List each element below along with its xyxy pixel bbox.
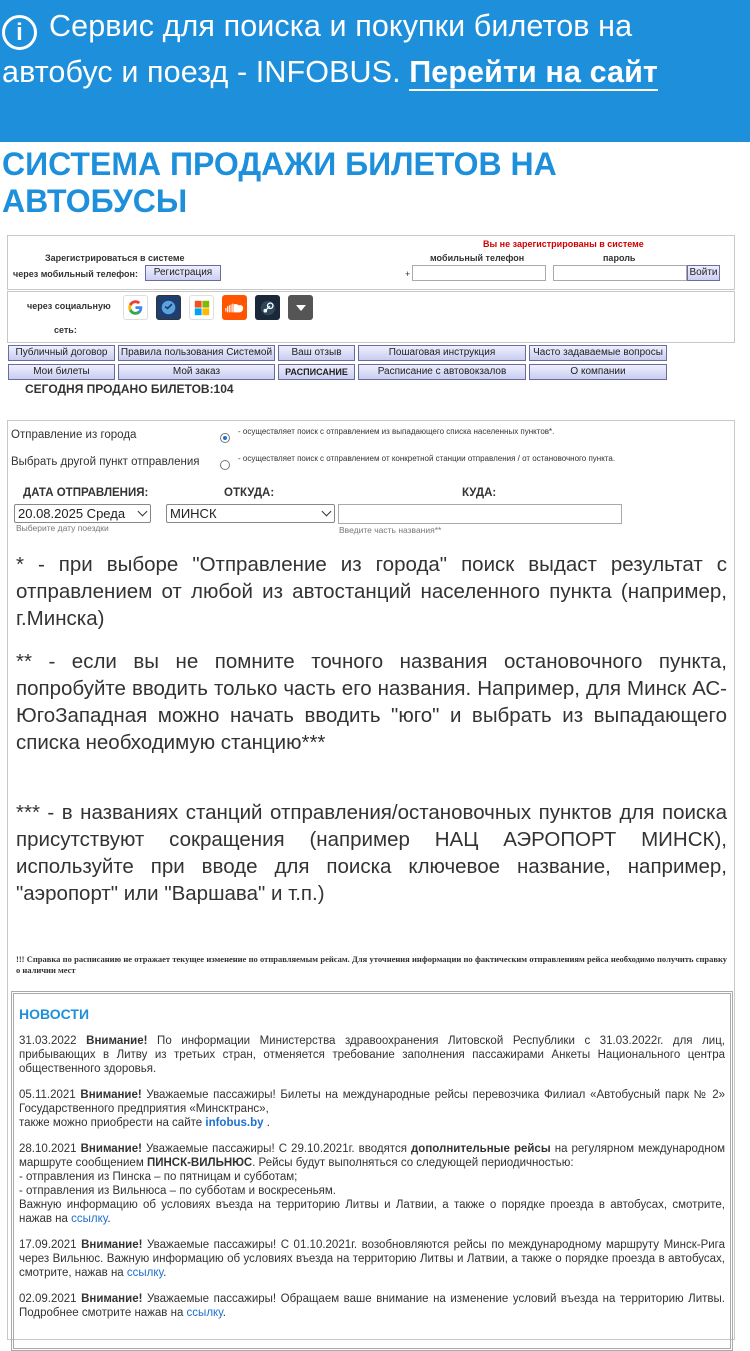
not-registered-notice: Вы не зарегистрированы в системе — [483, 239, 644, 249]
news-panel — [11, 991, 733, 1351]
option-from-city-radio[interactable] — [220, 433, 230, 443]
option-from-city-label: Отправление из города — [11, 429, 137, 441]
google-icon[interactable] — [123, 295, 148, 320]
from-select[interactable] — [166, 504, 335, 523]
via-phone-label: через мобильный телефон: — [13, 269, 138, 279]
phone-input[interactable] — [412, 265, 546, 281]
my-tickets-button[interactable]: Мои билеты — [8, 364, 115, 380]
microsoft-icon[interactable] — [189, 295, 214, 320]
to-hint: Введите часть названия** — [339, 525, 442, 535]
news-item: 31.03.2022 Внимание! По информации Министерства здравоохранения Литовской Республики с 31.03.2022г. для лиц, прибывающих в Литву из третьих стран, отменяется требование заполнения пассажирами Анкеты Национального центра общественного здоровья. — [19, 1035, 726, 1075]
from-select-value: МИНСК — [170, 506, 217, 521]
password-input[interactable] — [553, 265, 687, 281]
phone-prefix: + — [405, 269, 411, 279]
system-rules-button[interactable]: Правила пользования Системой — [118, 345, 275, 361]
via-social-label-1: через социальную — [27, 301, 111, 311]
schedule-disclaimer: !!! Справка по расписанию не отражает текущее изменение по отправляемым рейсам. Для уточнения информации по фактическим отправлениям рейса необходимо получить справку о наличии мест — [16, 954, 727, 975]
date-heading: ДАТА ОТПРАВЛЕНИЯ: — [23, 487, 149, 499]
news-link[interactable]: ссылку — [71, 1213, 108, 1225]
register-heading: Зарегистрироваться в системе — [45, 253, 185, 263]
sold-today-counter: СЕГОДНЯ ПРОДАНО БИЛЕТОВ:104 — [25, 382, 234, 396]
option-other-point-label: Выбрать другой пункт отправления — [11, 456, 200, 468]
note-1: * - при выборе "Отправление из города" поиск выдаст результат с отправлением от любой из автостанций населенного пункта (например, г.Минска) — [16, 553, 727, 630]
info-icon: i — [2, 15, 37, 50]
faq-button[interactable]: Часто задаваемые вопросы — [529, 345, 667, 361]
vk-icon[interactable] — [156, 295, 181, 320]
option-from-city-desc: - осуществляет поиск с отправлением из выпадающего списка населенных пунктов*. — [238, 427, 555, 436]
date-hint: Выберите дату поездки — [16, 523, 109, 533]
soundcloud-icon[interactable] — [222, 295, 247, 320]
chevron-down-icon — [138, 507, 148, 517]
news-item: 05.11.2021 Внимание! Уважаемые пассажиры! Билеты на международные рейсы перевозчика Филиал «Автобусный парк № 2» Государственного предприятия «Минсктранс», также можно приобрести на сайте infobus.by . — [19, 1089, 725, 1129]
to-input[interactable] — [338, 504, 622, 524]
info-banner — [0, 0, 750, 142]
news-link[interactable]: ссылку — [186, 1307, 223, 1319]
date-select[interactable] — [14, 504, 151, 523]
login-button[interactable]: Войти — [687, 265, 720, 281]
go-to-site-link[interactable]: Перейти на сайт — [409, 55, 658, 89]
date-select-value: 20.08.2025 Среда — [18, 506, 126, 521]
password-label: пароль — [603, 253, 636, 263]
my-order-button[interactable]: Мой заказ — [118, 364, 275, 380]
public-contract-button[interactable]: Публичный договор — [8, 345, 115, 361]
via-social-label-2: сеть: — [54, 325, 77, 335]
login-panel — [7, 235, 735, 290]
social-login-panel — [7, 291, 735, 343]
to-heading: КУДА: — [462, 487, 497, 499]
news-link[interactable]: ссылку — [126, 1267, 164, 1279]
station-schedule-button[interactable]: Расписание с автовокзалов — [358, 364, 526, 380]
feedback-button[interactable]: Ваш отзыв — [278, 345, 355, 361]
from-heading: ОТКУДА: — [224, 487, 275, 499]
page-title: СИСТЕМА ПРОДАЖИ БИЛЕТОВ НА АВТОБУСЫ — [2, 146, 557, 219]
chevron-down-icon — [322, 507, 332, 517]
note-3: *** - в названиях станций отправления/остановочных пунктов для поиска присутствуют сокращения (например НАЦ АЭРОПОРТ МИНСК), используйте при вводе для поиска ключевое название, например, "аэропорт" или "Варшава" и т.п.) — [16, 801, 727, 905]
news-item: 28.10.2021 Внимание! Уважаемые пассажиры! С 29.10.2021г. вводятся дополнительные рейсы на регулярном международном маршруте сообщением ПИНСК-ВИЛЬНЮС. Рейсы будут выполняться со следующей периодичностью: - отправления из Пинска – по пятницам и субботам; - отправления из Вильнюса – по субботам и воскресеньям. Важную информацию об условиях въезда на территорию Литвы и Латвии, а также о порядке проезда в автобусах, смотрите, нажав на ссылку. — [19, 1143, 726, 1225]
infobus-link[interactable]: infobus.by — [205, 1117, 264, 1129]
about-button[interactable]: О компании — [529, 364, 667, 380]
news-item: 17.09.2021 Внимание! Уважаемые пассажиры! С 01.10.2021г. возобновляются рейсы по международному маршруту Минск-Рига через Вильнюс. Важную информацию об условиях въезда на территорию Литвы и Латвии, а также о порядке проезда в автобусах, смотрите, нажав на ссылку. — [19, 1239, 726, 1279]
steam-icon[interactable] — [255, 295, 280, 320]
option-other-point-desc: - осуществляет поиск с отправлением от конкретной станции отправления / от остановочного пункта. — [238, 454, 616, 463]
news-item: 02.09.2021 Внимание! Уважаемые пассажиры! Обращаем ваше внимание на изменение условий въезда на территорию Литвы. Подробнее смотрите нажав на ссылку. — [19, 1293, 725, 1319]
step-by-step-button[interactable]: Пошаговая инструкция — [358, 345, 526, 361]
register-button[interactable]: Регистрация — [145, 265, 221, 281]
news-heading: НОВОСТИ — [19, 1006, 90, 1022]
schedule-button[interactable]: РАСПИСАНИЕ — [278, 364, 355, 380]
more-icon[interactable] — [288, 295, 313, 320]
banner-text: Сервис для поиска и покупки билетов на автобус и поезд - INFOBUS. — [2, 9, 633, 89]
option-other-point-radio[interactable] — [220, 460, 230, 470]
note-2: ** - если вы не помните точного названия остановочного пункта, попробуйте вводить только часть его названия. Например, для Минск АС-ЮгоЗападная можно начать вводить "юго" и выбрать из выпадающего списка необходимую станцию*** — [16, 650, 727, 754]
phone-label: мобильный телефон — [430, 253, 525, 263]
